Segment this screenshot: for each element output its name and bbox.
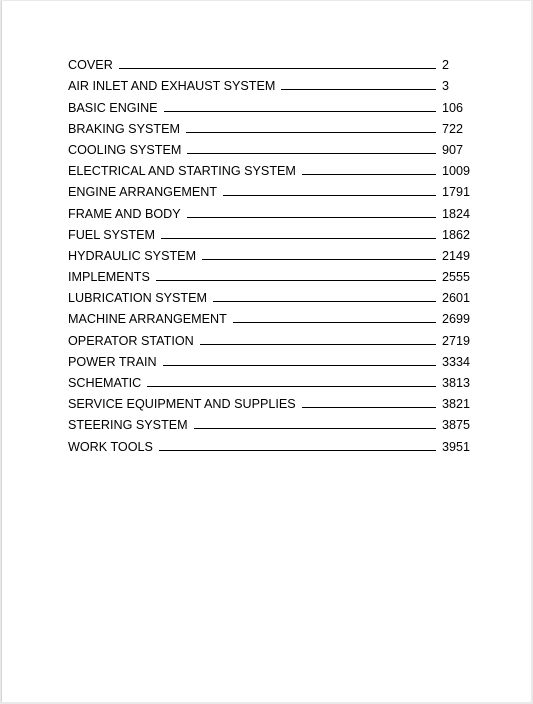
dot-leader (186, 132, 436, 133)
toc-entry-page: 3813 (442, 376, 471, 390)
toc-entry-title: SCHEMATIC (68, 376, 142, 390)
dot-leader (164, 111, 436, 112)
document-page (1, 1, 531, 702)
toc-entry-page: 106 (442, 100, 464, 115)
toc-entry-title: LUBRICATION SYSTEM (68, 291, 208, 306)
toc-entry-work-tools[interactable] (68, 432, 472, 453)
toc-entry-title: ELECTRICAL AND STARTING SYSTEM (68, 164, 296, 179)
dot-leader (223, 195, 436, 196)
toc-entry-electrical-and-starting-system[interactable] (68, 157, 472, 178)
toc-entry-cover[interactable] (68, 51, 472, 72)
toc-entry-page: 2 (442, 58, 450, 73)
toc-entry-page: 3821 (442, 397, 471, 412)
dot-leader (163, 365, 436, 366)
toc-entry-engine-arrangement[interactable] (68, 178, 472, 199)
dot-leader (194, 428, 436, 429)
dot-leader (281, 89, 436, 90)
toc-entry-page: 2555 (442, 270, 471, 285)
toc-entry-page: 3875 (442, 418, 471, 433)
toc-entry-hydraulic-system[interactable] (68, 242, 472, 263)
toc-entry-title: COOLING SYSTEM (68, 142, 182, 157)
toc-entry-title: FRAME AND BODY (68, 206, 181, 221)
toc-entry-title: AIR INLET AND EXHAUST SYSTEM (68, 79, 276, 94)
toc-entry-page: 1824 (442, 206, 471, 221)
toc-entry-title: ENGINE ARRANGEMENT (68, 185, 218, 200)
toc-entry-fuel-system[interactable] (68, 221, 472, 242)
toc-entry-title: WORK TOOLS (68, 439, 153, 454)
toc-entry-power-train[interactable] (68, 348, 472, 369)
toc-entry-page: 1791 (442, 185, 471, 200)
toc-entry-page: 907 (442, 142, 464, 157)
toc-entry-title: POWER TRAIN (68, 354, 157, 369)
toc-entry-machine-arrangement[interactable] (68, 305, 472, 326)
dot-leader (200, 344, 436, 345)
toc-entry-schematic[interactable] (68, 369, 472, 390)
dot-leader (302, 407, 436, 408)
toc-entry-page: 3334 (442, 354, 471, 369)
toc-entry-title: HYDRAULIC SYSTEM (68, 248, 197, 263)
toc-entry-title: MACHINE ARRANGEMENT (68, 312, 227, 327)
toc-entry-page: 2699 (442, 312, 471, 327)
toc-entry-title: BRAKING SYSTEM (68, 121, 180, 136)
toc-entry-air-inlet-and-exhaust-system[interactable] (68, 72, 472, 93)
table-of-contents (68, 51, 472, 454)
toc-entry-page: 1862 (442, 227, 471, 242)
dot-leader (156, 280, 436, 281)
dot-leader (202, 259, 436, 260)
toc-entry-page: 3 (442, 79, 450, 94)
toc-entry-title: IMPLEMENTS (68, 270, 150, 285)
dot-leader (213, 301, 436, 302)
toc-entry-steering-system[interactable] (68, 411, 472, 432)
toc-entry-page: 2149 (442, 248, 471, 263)
toc-entry-lubrication-system[interactable] (68, 284, 472, 305)
toc-entry-title: FUEL SYSTEM (68, 227, 156, 242)
dot-leader (119, 68, 436, 69)
toc-entry-page: 1009 (442, 164, 471, 179)
dot-leader (147, 386, 436, 387)
toc-entry-title: OPERATOR STATION (68, 333, 194, 348)
toc-entry-title: STEERING SYSTEM (68, 418, 188, 433)
toc-entry-basic-engine[interactable] (68, 93, 472, 114)
toc-entry-implements[interactable] (68, 263, 472, 284)
dot-leader (233, 322, 436, 323)
dot-leader (302, 174, 436, 175)
toc-entry-operator-station[interactable] (68, 326, 472, 347)
dot-leader (161, 238, 436, 239)
toc-entry-frame-and-body[interactable] (68, 199, 472, 220)
toc-entry-title: COVER (68, 58, 113, 73)
toc-entry-title: SERVICE EQUIPMENT AND SUPPLIES (68, 397, 296, 412)
toc-entry-page: 3951 (442, 439, 471, 454)
toc-entry-page: 2719 (442, 333, 471, 348)
dot-leader (187, 217, 436, 218)
toc-entry-braking-system[interactable] (68, 115, 472, 136)
dot-leader (159, 450, 436, 451)
dot-leader (187, 153, 436, 154)
toc-entry-cooling-system[interactable] (68, 136, 472, 157)
toc-entry-page: 2601 (442, 291, 471, 306)
toc-entry-page: 722 (442, 121, 464, 136)
toc-entry-service-equipment-and-supplies[interactable] (68, 390, 472, 411)
toc-entry-title: BASIC ENGINE (68, 100, 158, 115)
